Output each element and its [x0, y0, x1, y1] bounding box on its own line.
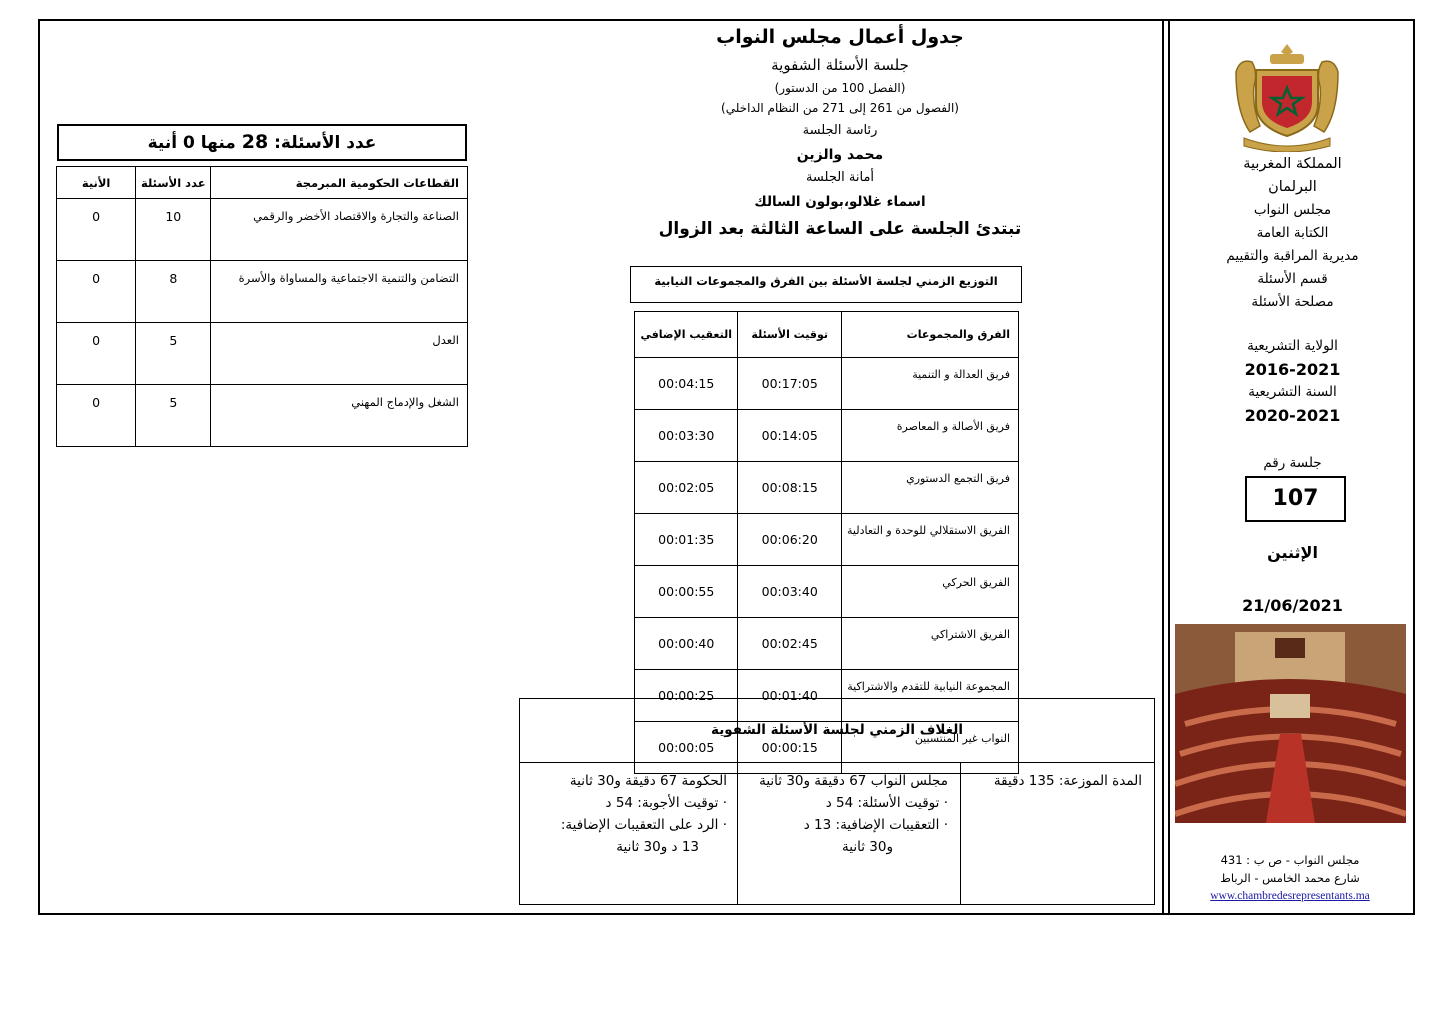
sector-name: التضامن والتنمية الاجتماعية والمساواة والأسرة — [211, 261, 468, 323]
session-number: 107 — [1245, 476, 1346, 522]
legislature-value: 2016-2021 — [1244, 360, 1341, 379]
table-header-row — [635, 312, 1019, 358]
directorate: مديرية المراقبة والتقييم — [1226, 248, 1359, 264]
group-name: الفريق الاستقلالي للوحدة و التعادلية — [841, 514, 1018, 566]
extra-time: 00:02:05 — [635, 462, 738, 514]
house-extra: · التعقيبات الإضافية: 13 د — [803, 817, 948, 833]
secretariat-label: أمانة الجلسة — [805, 170, 875, 185]
house-total: مجلس النواب 67 دقيقة و30 ثانية — [759, 773, 948, 789]
extra-time: 00:04:15 — [635, 358, 738, 410]
questions-division: قسم الأسئلة — [1257, 271, 1328, 287]
divider — [1162, 19, 1164, 915]
questions-time-header: توقيت الأسئلة — [738, 312, 841, 358]
table-row — [635, 462, 1019, 514]
group-name: الفريق الاشتراكي — [841, 618, 1018, 670]
presidency-label: رئاسة الجلسة — [802, 123, 878, 138]
sector-count: 5 — [136, 385, 211, 447]
envelope-house — [737, 762, 961, 904]
table-row — [57, 323, 468, 385]
table-row — [635, 358, 1019, 410]
year-label: السنة التشريعية — [1248, 384, 1337, 400]
table-row — [57, 261, 468, 323]
sector-name: الشغل والإدماج المهني — [211, 385, 468, 447]
parliament-hall-image — [1175, 624, 1406, 823]
table-row — [635, 514, 1019, 566]
envelope-government — [520, 762, 739, 904]
table-row — [635, 566, 1019, 618]
sector-urgent: 0 — [57, 323, 136, 385]
questions-time: 00:14:05 — [738, 410, 841, 462]
time-envelope — [519, 698, 1155, 905]
session-label-text: جلسة رقم — [1263, 455, 1322, 471]
extra-time: 00:00:05 — [635, 722, 738, 774]
count-urgent-label: أنية — [147, 133, 178, 153]
extra-time: 00:00:55 — [635, 566, 738, 618]
table-row — [635, 618, 1019, 670]
start-time: تبتدئ الجلسة على الساعة الثالثة بعد الزوال — [658, 219, 1022, 239]
sector-urgent: 0 — [57, 385, 136, 447]
session-date: 21/06/2021 — [1242, 596, 1343, 615]
count-total: 28 — [241, 131, 269, 153]
questions-time: 00:03:40 — [738, 566, 841, 618]
group-name: النواب غير المنتسبين — [841, 722, 1018, 774]
sector-urgent: 0 — [57, 261, 136, 323]
envelope-total-text: المدة الموزعة: 135 دقيقة — [993, 773, 1142, 789]
sidebar-header — [1170, 153, 1415, 314]
group-name: فريق العدالة و التنمية — [841, 358, 1018, 410]
table-row — [635, 410, 1019, 462]
address-line-1: مجلس النواب - ص ب : 431 — [1220, 853, 1360, 867]
header — [580, 22, 1100, 243]
sector-header: القطاعات الحكومية المبرمجة — [211, 167, 468, 199]
group-name: فريق التجمع الدستوري — [841, 462, 1018, 514]
table-row — [57, 199, 468, 261]
parliament: البرلمان — [1268, 179, 1317, 195]
address-line-2: شارع محمد الخامس - الرباط — [1220, 871, 1360, 885]
group-header: الفرق والمجموعات — [841, 312, 1018, 358]
questions-time: 00:06:20 — [738, 514, 841, 566]
legislature-info — [1170, 335, 1415, 427]
president-name: محمد والزين — [796, 147, 884, 163]
questions-time: 00:08:15 — [738, 462, 841, 514]
group-name: فريق الأصالة و المعاصرة — [841, 410, 1018, 462]
sector-count: 10 — [136, 199, 211, 261]
year-value: 2020-2021 — [1244, 406, 1341, 425]
house: مجلس النواب — [1253, 202, 1332, 218]
session-label — [1170, 452, 1415, 475]
questions-service: مصلحة الأسئلة — [1251, 294, 1334, 310]
gov-answers: · توقيت الأجوبة: 54 د — [605, 795, 727, 811]
general-secretariat: الكتابة العامة — [1256, 225, 1329, 241]
count-header: عدد الأسئلة — [136, 167, 211, 199]
envelope-total — [961, 762, 1154, 904]
extra-time-header: التعقيب الإضافي — [635, 312, 738, 358]
envelope-title: الغلاف الزمني لجلسة الأسئلة الشفوية — [520, 699, 1154, 763]
time-distribution-title: التوزيع الزمني لجلسة الأسئلة بين الفرق والمجموعات النيابية — [630, 266, 1022, 303]
sector-urgent: 0 — [57, 199, 136, 261]
questions-time: 00:00:15 — [738, 722, 841, 774]
legislature-label: الولاية التشريعية — [1247, 338, 1338, 354]
internal-rules: (الفصول من 261 إلى 271 من النظام الداخلي) — [721, 101, 959, 115]
gov-reply-2: 13 د و30 ثانية — [616, 839, 699, 855]
gov-reply: · الرد على التعقيبات الإضافية: — [560, 817, 727, 833]
group-name: الفريق الحركي — [841, 566, 1018, 618]
sector-count: 8 — [136, 261, 211, 323]
extra-time: 00:01:35 — [635, 514, 738, 566]
secretaries-names: اسماء غلالو،بولون السالك — [754, 194, 926, 210]
urgent-header: الأنية — [57, 167, 136, 199]
questions-time: 00:17:05 — [738, 358, 841, 410]
page-title: جدول أعمال مجلس النواب — [716, 26, 964, 48]
gov-total: الحكومة 67 دقيقة و30 ثانية — [569, 773, 727, 789]
house-extra-2: و30 ثانية — [842, 839, 893, 855]
house-questions: · توقيت الأسئلة: 54 د — [825, 795, 948, 811]
constitution-article: (الفصل 100 من الدستور) — [774, 81, 906, 95]
table-row — [57, 385, 468, 447]
questions-time: 00:01:40 — [738, 670, 841, 722]
count-urgent: 0 — [182, 133, 195, 153]
sector-name: الصناعة والتجارة والاقتصاد الأخضر والرقمي — [211, 199, 468, 261]
count-of-which: منها — [200, 133, 236, 153]
sector-name: العدل — [211, 323, 468, 385]
table-header-row — [57, 167, 468, 199]
address — [1170, 851, 1410, 905]
sectors-table — [56, 166, 468, 447]
coat-of-arms-icon — [1226, 42, 1348, 152]
questions-time: 00:02:45 — [738, 618, 841, 670]
extra-time: 00:00:40 — [635, 618, 738, 670]
website-link[interactable]: www.chambredesrepresentants.ma — [1210, 890, 1370, 902]
page-subtitle: جلسة الأسئلة الشفوية — [771, 56, 909, 74]
questions-count — [57, 124, 467, 161]
extra-time: 00:03:30 — [635, 410, 738, 462]
kingdom: المملكة المغربية — [1243, 156, 1342, 172]
sector-count: 5 — [136, 323, 211, 385]
count-label: عدد الأسئلة: — [274, 133, 377, 153]
extra-time: 00:00:25 — [635, 670, 738, 722]
group-name: المجموعة النيابية للتقدم والاشتراكية — [841, 670, 1018, 722]
session-day: الإثنين — [1267, 543, 1318, 562]
